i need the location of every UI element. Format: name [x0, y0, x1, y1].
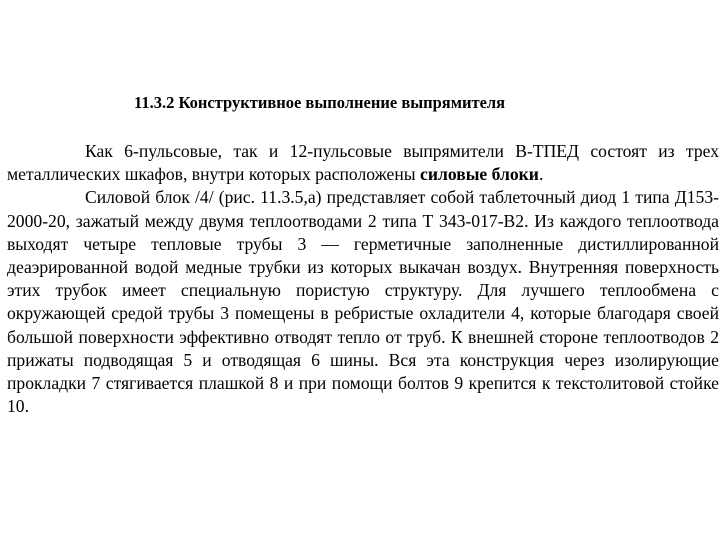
body-text: [7, 140, 719, 418]
power-blocks-term: силовые блоки: [420, 164, 539, 185]
paragraph-cabinets: [7, 140, 719, 186]
section-heading: 11.3.2 Конструктивное выполнение выпрямителя: [134, 93, 506, 112]
paragraph-cabinets-end: .: [538, 164, 544, 185]
paragraph-cabinets-text: Как 6-пульсовые, так и 12-пульсовые выпрямители В-ТПЕД состоят из трех металлических шкафов, внутри которых расположены: [7, 141, 719, 185]
paragraph-power-block: Силовой блок /4/ (рис. 11.3.5,а) представляет собой таблеточный диод 1 типа Д153-2000-20, зажатый между двумя теплоотводами 2 типа Т 343-017-В2. Из каждого теплоотвода выходят четыре тепловые трубы 3 — герметичные заполненные дистиллированной деаэрированной водой медные трубки из которых выкачан воздух. Внутренняя поверхность этих трубок имеет специальную пористую структуру. Для лучшего теплообмена с окружающей средой трубы 3 помещены в ребристые охладители 4, которые благодаря своей большой поверхности эффективно отводят тепло от труб. К внешней стороне теплоотводов 2 прижаты подводящая 5 и отводящая 6 шины. Вся эта конструкция через изолирующие прокладки 7 стягивается плашкой 8 и при помощи болтов 9 крепится к текстолитовой стойке 10.: [7, 187, 719, 417]
